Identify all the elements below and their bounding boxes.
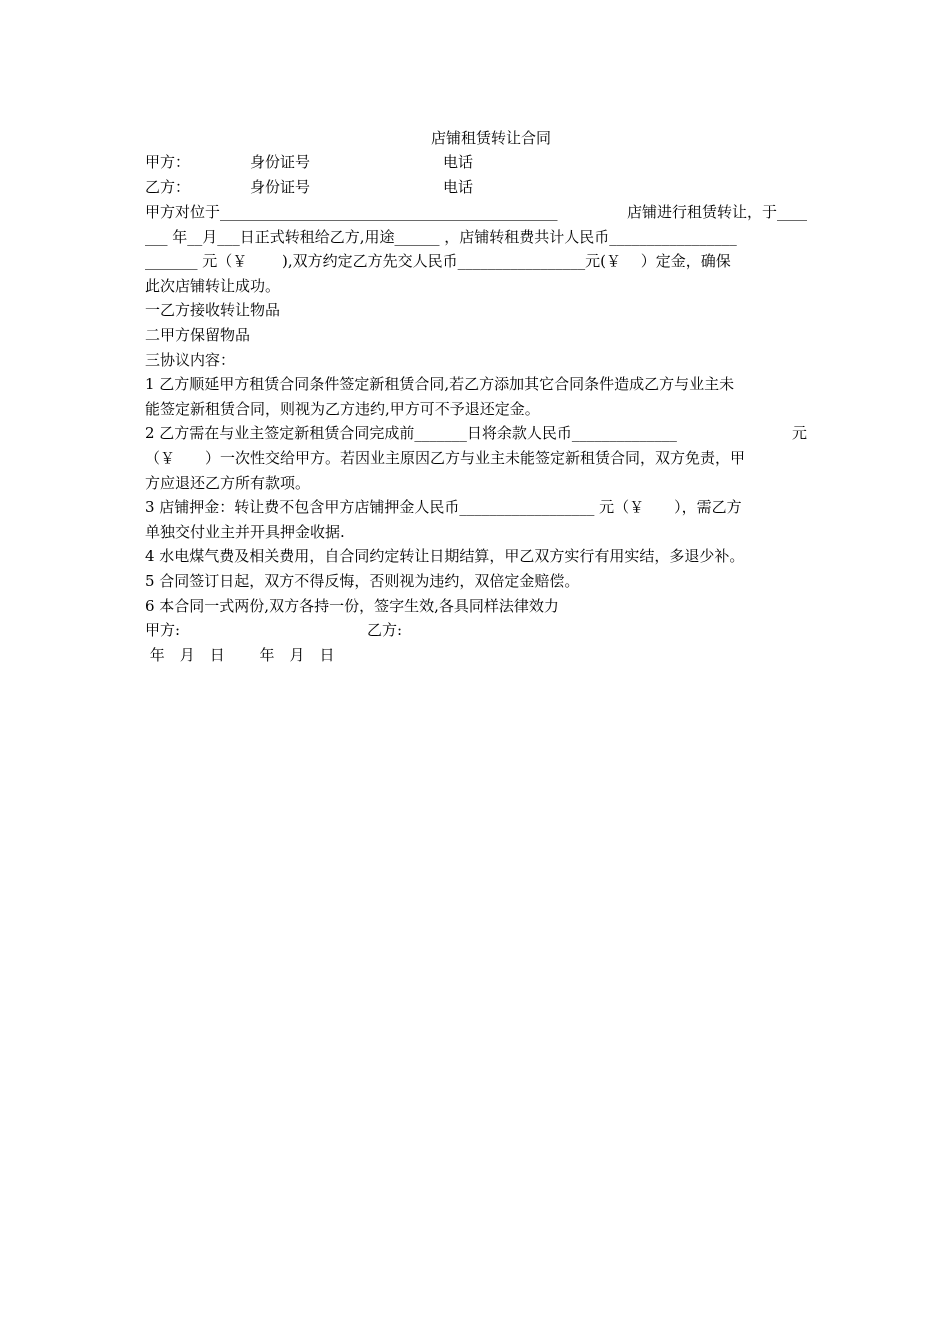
contract-body [145,126,807,668]
party-a-label: 甲方： [145,153,191,171]
party-b-phone-label: 电话 [443,178,474,196]
clause-2-line-2: （￥ ）一次性交给甲方。若因业主原因乙方与业主未能签定新租赁合同，双方免责，甲 [145,448,746,467]
clause-2-line-3: 方应退还乙方所有款项。 [145,473,311,492]
clause-4: 4 水电煤气费及相关费用，自合同约定转让日期结算，甲乙双方实行有用实结，多退少补。 [145,547,745,566]
intro-line-2: ___ 年__月___日正式转租给乙方,用途______ ，店铺转租费共计人民币_________________ [145,227,737,246]
party-b-id-label: 身份证号 [250,178,311,196]
document-title: 店铺租赁转让合同 [430,129,551,147]
clause-3-line-1: 3 店铺押金：转让费不包含甲方店铺押金人民币__________________ 元（￥ ），需乙方 [145,498,742,517]
section-2-heading: 二甲方保留物品 [145,325,251,344]
clause-3-line-2: 单独交付业主并开具押金收据. [145,522,345,541]
intro-line-4: 此次店铺转让成功。 [145,276,281,295]
clause-2-line-1-b: 元 [791,424,807,443]
intro-line-1-b: 店铺进行租赁转让，于____ [626,203,807,221]
clause-2-line-1 [145,421,807,446]
party-a-id-label: 身份证号 [250,153,311,171]
clause-2-line-1-a: 2 乙方需在与业主签定新租赁合同完成前_______日将余款人民币______________ [145,424,677,443]
signature-row [145,618,807,643]
section-1-heading: 一乙方接收转让物品 [145,301,281,320]
party-b-row [145,175,807,200]
party-a-row [145,150,807,175]
clause-5: 5 合同签订日起，双方不得反悔，否则视为违约，双倍定金赔偿。 [145,571,580,590]
intro-line-1-a: 甲方对位于_____________________________________________ [145,203,558,221]
clause-1-line-2: 能签定新租赁合同，则视为乙方违约,甲方可不予退还定金。 [145,399,540,418]
party-b-label: 乙方： [145,178,191,196]
intro-line-3: _______ 元（￥ ),双方约定乙方先交人民币_________________元(￥ ）定金，确保 [145,252,731,271]
signature-dates: 年 月 日 年 月 日 [145,646,335,665]
section-3-heading: 三协议内容： [145,350,236,369]
signature-party-b: 乙方: [367,621,403,640]
party-a-phone-label: 电话 [443,153,474,171]
intro-line-1 [145,200,807,225]
clause-6: 6 本合同一式两份,双方各持一份，签字生效,各具同样法律效力 [145,596,559,615]
signature-party-a: 甲方: [145,621,181,640]
clause-1-line-1: 1 乙方顺延甲方租赁合同条件签定新租赁合同,若乙方添加其它合同条件造成乙方与业主未 [145,375,735,394]
